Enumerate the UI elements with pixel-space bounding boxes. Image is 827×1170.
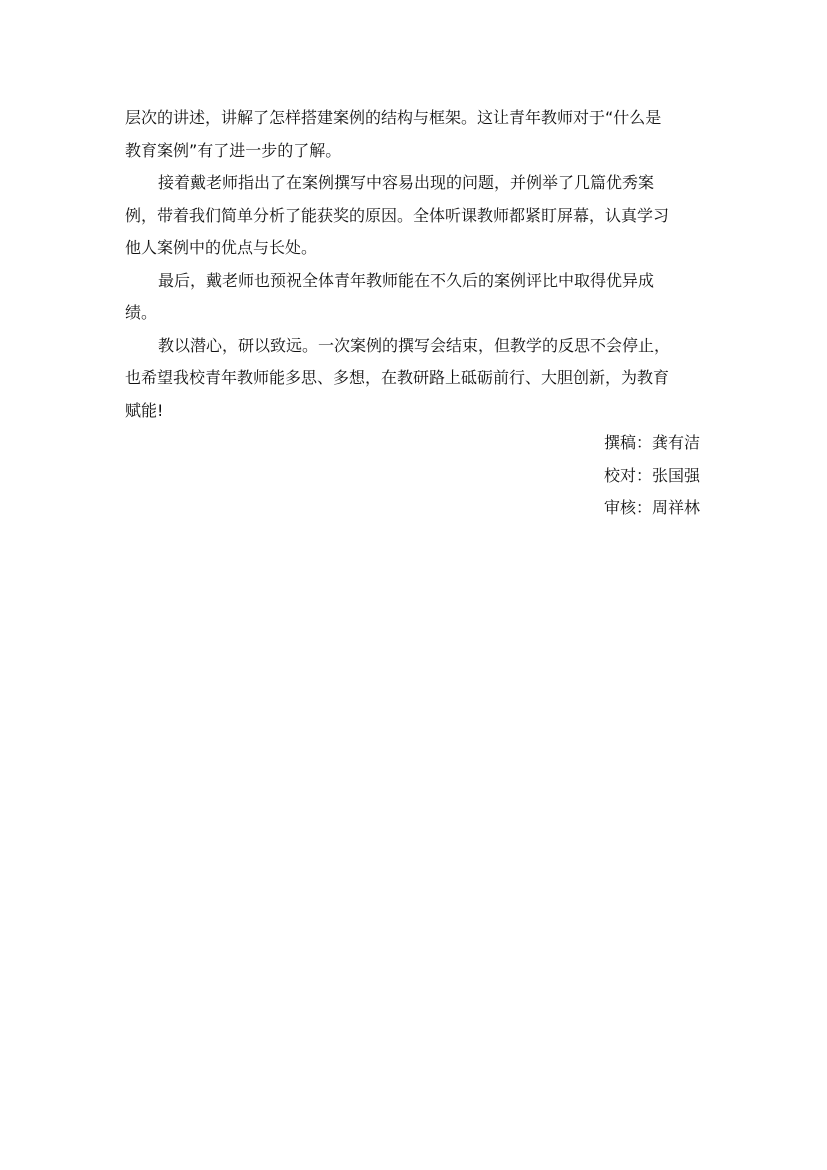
- paragraph-line: 最后，戴老师也预祝全体青年教师能在不久后的案例评比中取得优异成: [158, 270, 655, 290]
- document-body: [125, 102, 705, 525]
- paragraph-line: 教育案例”有了进一步的了解。: [125, 140, 342, 160]
- paragraph-line: 层次的讲述，讲解了怎样搭建案例的结构与框架。这让青年教师对于“什么是: [125, 108, 662, 127]
- paragraph-line: 也希望我校青年教师能多思、多想，在教研路上砥砺前行、大胆创新，为教育: [125, 368, 670, 387]
- reviewer-credit: 审核：周祥林: [603, 498, 700, 517]
- paragraph-line: 赋能!: [125, 400, 164, 420]
- paragraph-line: 接着戴老师指出了在案例撰写中容易出现的问题，并例举了几篇优秀案: [158, 173, 655, 192]
- paragraph-line: 例，带着我们简单分析了能获奖的原因。全体听课教师都紧盯屏幕，认真学习: [125, 205, 670, 225]
- paragraph-line: 教以潜心，研以致远。一次案例的撰写会结束，但教学的反思不会停止，: [158, 335, 671, 355]
- writer-credit: 撰稿：龚有洁: [603, 433, 700, 452]
- paragraph-line: 绩。: [125, 303, 158, 322]
- proofreader-credit: 校对：张国强: [603, 465, 700, 485]
- paragraph-line: 他人案例中的优点与长处。: [125, 238, 318, 257]
